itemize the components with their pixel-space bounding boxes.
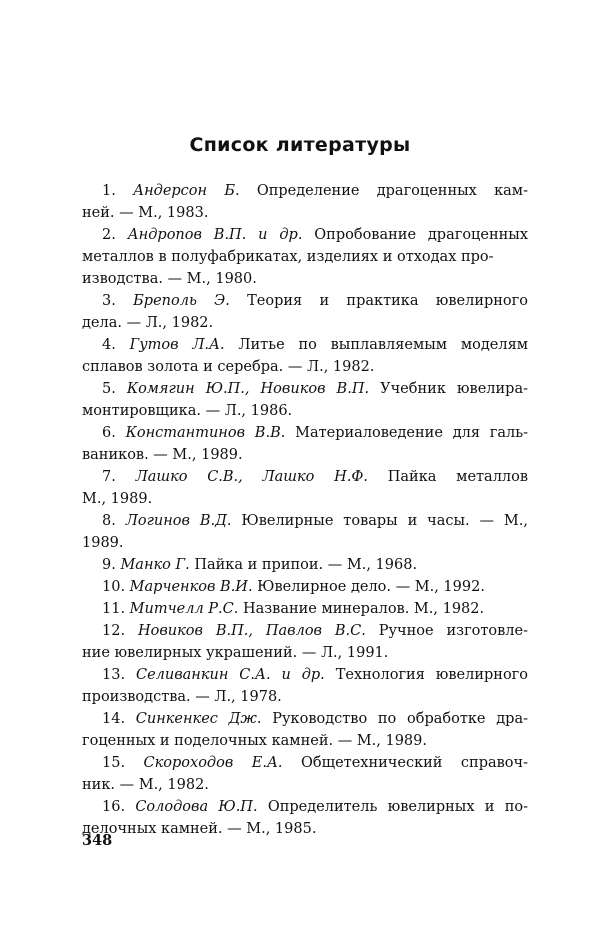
reference-author: Лашко С.В., Лашко Н.Ф.	[135, 469, 369, 485]
reference-item	[82, 466, 528, 510]
reference-item	[82, 334, 528, 378]
reference-text: Технология ювелирного	[324, 667, 529, 683]
reference-number: 5.	[102, 381, 116, 397]
reference-continuation-line: производства. — Л., 1978.	[82, 689, 282, 705]
reference-item	[82, 664, 528, 708]
reference-text: Общетехнический справоч-	[282, 755, 529, 771]
reference-continuation-line: М., 1989.	[82, 491, 153, 507]
reference-continuation-line: сплавов золота и серебра. — Л., 1982.	[82, 359, 375, 375]
reference-list	[82, 180, 528, 840]
reference-number: 10.	[102, 579, 126, 595]
reference-first-line	[82, 422, 528, 444]
reference-first-line	[82, 620, 528, 642]
reference-first-line	[82, 664, 528, 686]
reference-first-line	[82, 796, 528, 818]
reference-first-line	[82, 466, 528, 488]
reference-text: Пайка и припои. — М., 1968.	[189, 557, 418, 573]
reference-author: Марченков В.И.	[129, 579, 253, 595]
reference-number: 9.	[102, 557, 116, 573]
reference-text: Руководство по обработке дра-	[261, 711, 528, 727]
reference-number: 15.	[102, 755, 126, 771]
reference-first-line	[82, 334, 528, 356]
page-number: 348	[82, 832, 113, 849]
reference-number: 1.	[102, 183, 116, 199]
reference-continuation-line: ваников. — М., 1989.	[82, 447, 243, 463]
reference-number: 14.	[102, 711, 126, 727]
reference-first-line	[82, 576, 528, 598]
reference-item	[82, 576, 528, 598]
reference-text: Теория и практика ювелирного	[229, 293, 528, 309]
reference-first-line	[82, 224, 528, 246]
reference-item	[82, 378, 528, 422]
reference-number: 8.	[102, 513, 116, 529]
reference-continuation-line: гоценных и поделочных камней. — М., 1989.	[82, 733, 427, 749]
reference-first-line	[82, 554, 528, 576]
reference-continuation-line: изводства. — М., 1980.	[82, 271, 257, 287]
reference-item	[82, 708, 528, 752]
reference-item	[82, 620, 528, 664]
reference-author: Андропов В.П. и др.	[127, 227, 303, 243]
reference-author: Новиков В.П., Павлов В.С.	[137, 623, 366, 639]
reference-text: Название минералов. М., 1982.	[238, 601, 485, 617]
reference-number: 6.	[102, 425, 116, 441]
reference-text: Опробование драгоценных	[302, 227, 529, 243]
reference-author: Бреполь Э.	[133, 293, 230, 309]
reference-text: Определение драгоценных кам-	[239, 183, 528, 199]
reference-author: Скороходов Е.А.	[143, 755, 283, 771]
reference-author: Гутов Л.А.	[129, 337, 225, 353]
reference-first-line	[82, 378, 528, 400]
reference-number: 7.	[102, 469, 116, 485]
reference-author: Митчелл Р.С.	[129, 601, 239, 617]
reference-text: Литье по выплавляемым моделям	[224, 337, 528, 353]
reference-item	[82, 510, 528, 554]
reference-first-line	[82, 290, 528, 312]
reference-item	[82, 180, 528, 224]
reference-continuation-line: дела. — Л., 1982.	[82, 315, 214, 331]
reference-author: Андерсон Б.	[133, 183, 240, 199]
reference-number: 2.	[102, 227, 116, 243]
reference-number: 12.	[102, 623, 126, 639]
page-title: Список литературы	[189, 134, 411, 156]
reference-continuation-line: металлов в полуфабрикатах, изделиях и отходах про-	[82, 249, 494, 265]
reference-author: Константинов В.В.	[125, 425, 286, 441]
reference-text: Определитель ювелирных и по-	[257, 799, 528, 815]
reference-text: Пайка металлов	[368, 469, 529, 485]
reference-continuation-line: ник. — М., 1982.	[82, 777, 209, 793]
reference-item	[82, 598, 528, 620]
reference-author: Селиванкин С.А. и др.	[135, 667, 325, 683]
reference-first-line	[82, 708, 528, 730]
reference-author: Синкенкес Дж.	[135, 711, 262, 727]
reference-first-line	[82, 598, 528, 620]
reference-continuation-line: монтировщика. — Л., 1986.	[82, 403, 293, 419]
reference-item	[82, 224, 528, 290]
reference-author: Комягин Ю.П., Новиков В.П.	[126, 381, 370, 397]
reference-number: 4.	[102, 337, 116, 353]
reference-first-line	[82, 510, 528, 532]
reference-text: Материаловедение для галь-	[285, 425, 529, 441]
reference-item	[82, 752, 528, 796]
reference-number: 11.	[102, 601, 126, 617]
reference-author: Солодова Ю.П.	[135, 799, 258, 815]
reference-continuation-line: 1989.	[82, 535, 124, 551]
reference-number: 16.	[102, 799, 126, 815]
reference-text: Ювелирное дело. — М., 1992.	[252, 579, 485, 595]
reference-item	[82, 796, 528, 840]
reference-first-line	[82, 180, 528, 202]
reference-number: 3.	[102, 293, 116, 309]
reference-item	[82, 422, 528, 466]
reference-continuation-line: ние ювелирных украшений. — Л., 1991.	[82, 645, 389, 661]
reference-continuation-line: ней. — М., 1983.	[82, 205, 209, 221]
reference-first-line	[82, 752, 528, 774]
reference-text: Ювелирные товары и часы. — М.,	[231, 513, 529, 529]
reference-continuation-line: делочных камней. — М., 1985.	[82, 821, 317, 837]
reference-item	[82, 554, 528, 576]
reference-text: Учебник ювелира-	[369, 381, 528, 397]
reference-author: Логинов В.Д.	[125, 513, 232, 529]
reference-author: Манко Г.	[120, 557, 190, 573]
reference-number: 13.	[102, 667, 126, 683]
reference-item	[82, 290, 528, 334]
reference-text: Ручное изготовле-	[365, 623, 529, 639]
